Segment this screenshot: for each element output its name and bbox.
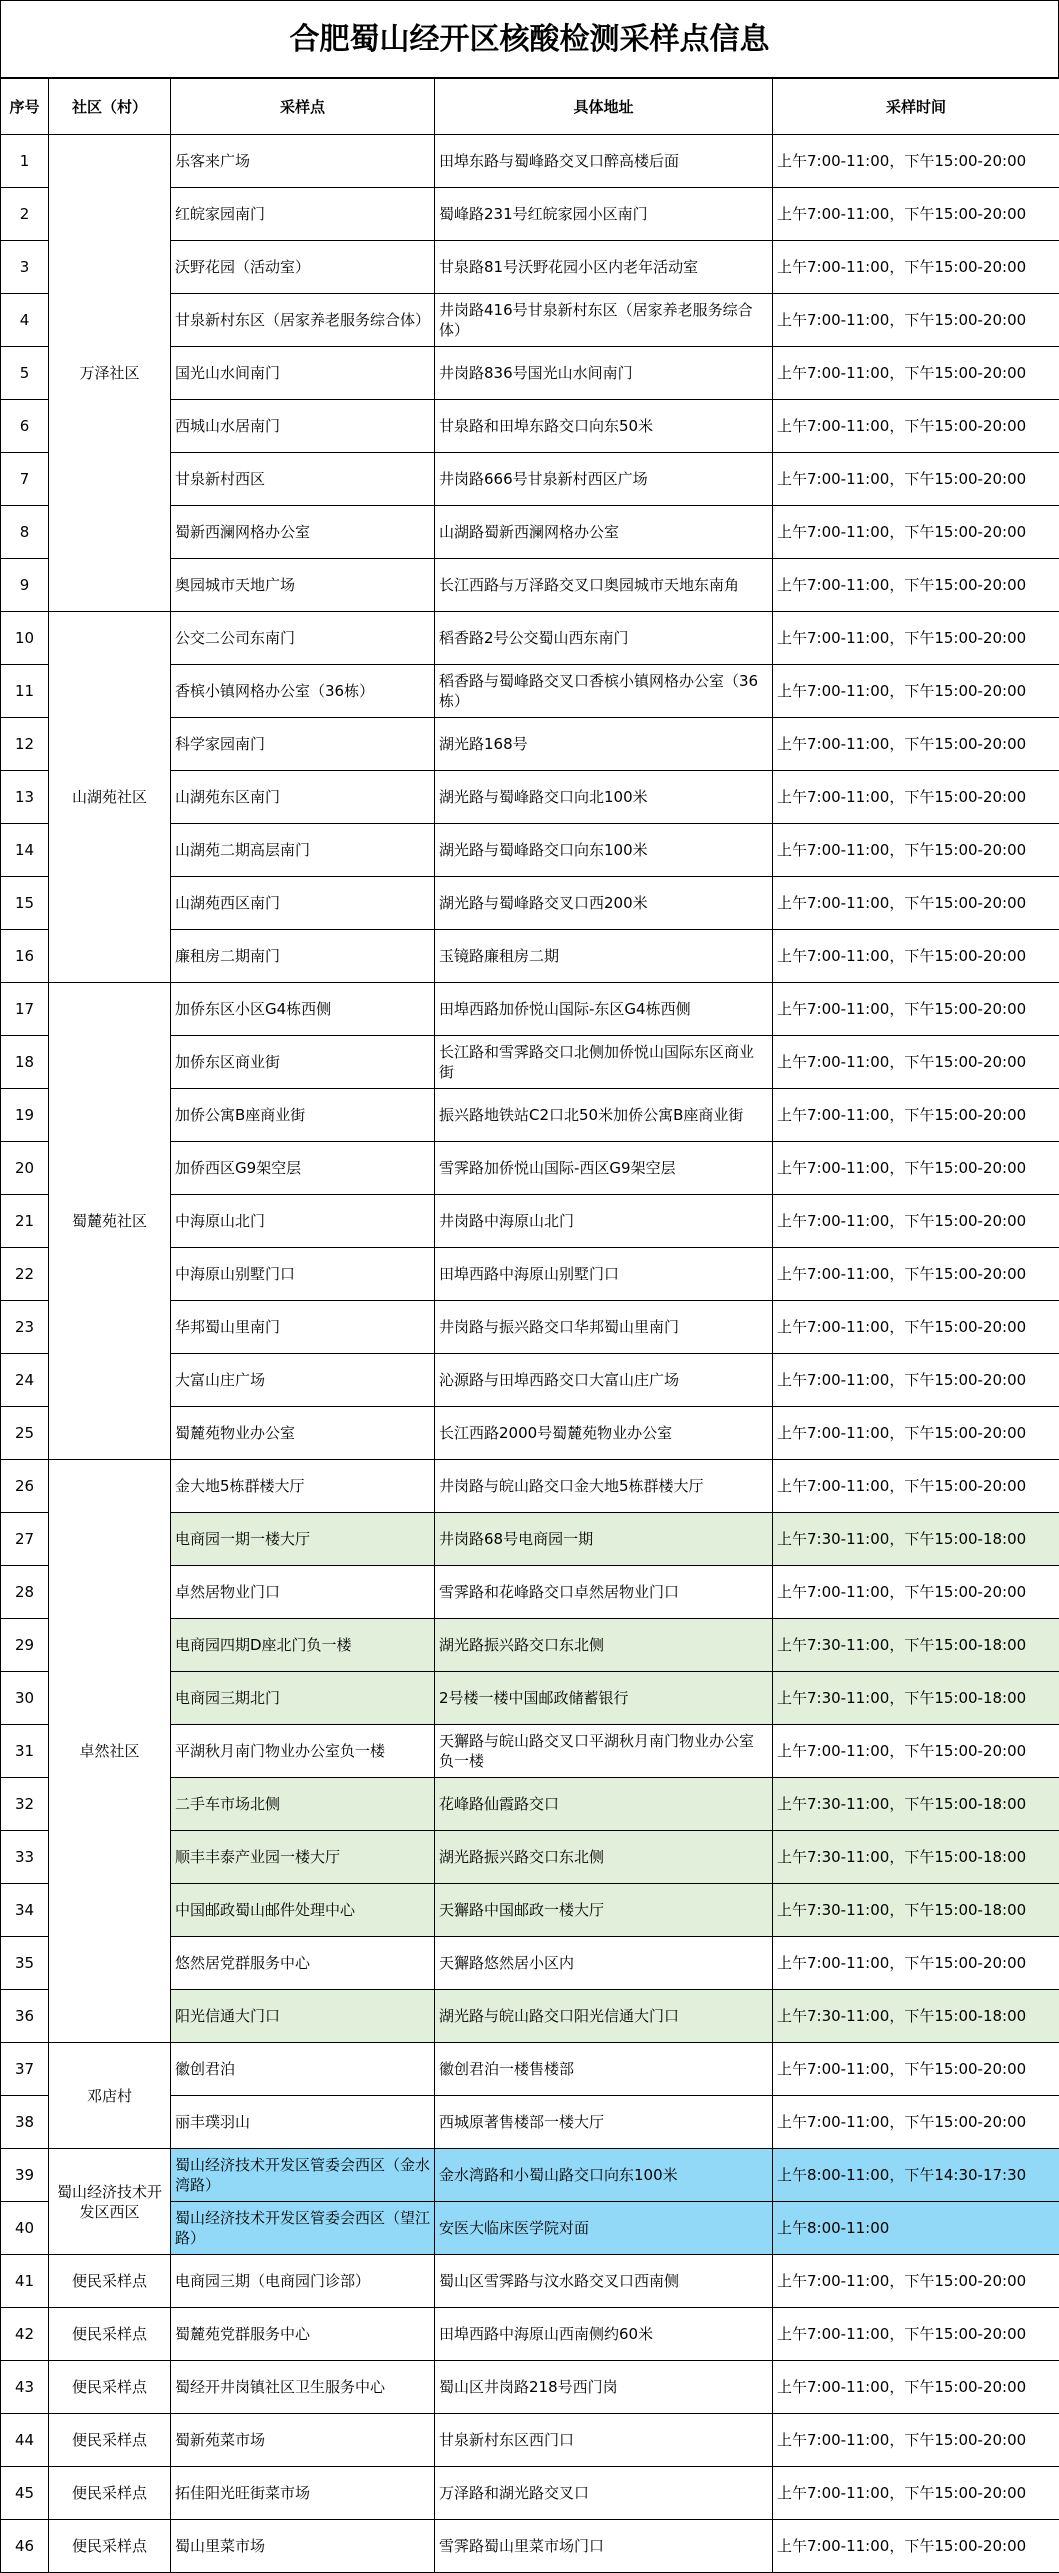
cell-seq[interactable]: 27 <box>1 1513 49 1566</box>
cell-site[interactable]: 电商园一期一楼大厅 <box>171 1513 435 1566</box>
cell-seq[interactable]: 42 <box>1 2308 49 2361</box>
cell-address[interactable]: 甘泉新村东区西门口 <box>435 2414 773 2467</box>
cell-seq[interactable]: 20 <box>1 1142 49 1195</box>
cell-time[interactable]: 上午7:00-11:00，下午15:00-20:00 <box>773 1195 1059 1248</box>
table-body <box>1 135 1059 2573</box>
cell-site[interactable]: 加侨公寓B座商业街 <box>171 1089 435 1142</box>
cell-site[interactable]: 蜀麓苑党群服务中心 <box>171 2308 435 2361</box>
cell-site[interactable]: 蜀新西澜网格办公室 <box>171 506 435 559</box>
cell-site[interactable]: 中国邮政蜀山邮件处理中心 <box>171 1884 435 1937</box>
cell-site[interactable]: 电商园三期（电商园门诊部） <box>171 2255 435 2308</box>
cell-seq[interactable]: 35 <box>1 1937 49 1990</box>
cell-community[interactable]: 山湖苑社区 <box>49 612 171 983</box>
cell-seq[interactable]: 13 <box>1 771 49 824</box>
cell-seq[interactable]: 17 <box>1 983 49 1036</box>
cell-community[interactable]: 便民采样点 <box>49 2361 171 2414</box>
cell-site[interactable]: 蜀麓苑物业办公室 <box>171 1407 435 1460</box>
cell-address[interactable]: 蜀峰路231号红皖家园小区南门 <box>435 188 773 241</box>
cell-time[interactable]: 上午7:30-11:00，下午15:00-18:00 <box>773 1513 1059 1566</box>
cell-seq[interactable]: 46 <box>1 2520 49 2573</box>
cell-address[interactable]: 沁源路与田埠西路交口大富山庄广场 <box>435 1354 773 1407</box>
cell-time[interactable]: 上午7:00-11:00，下午15:00-20:00 <box>773 559 1059 612</box>
cell-address[interactable]: 长江西路2000号蜀麓苑物业办公室 <box>435 1407 773 1460</box>
cell-site[interactable]: 山湖苑西区南门 <box>171 877 435 930</box>
cell-seq[interactable]: 7 <box>1 453 49 506</box>
cell-address[interactable]: 雪霁路蜀山里菜市场门口 <box>435 2520 773 2573</box>
table-row <box>1 2467 1059 2520</box>
sampling-sites-table <box>0 78 1059 2573</box>
cell-site[interactable]: 电商园三期北门 <box>171 1672 435 1725</box>
cell-community[interactable]: 卓然社区 <box>49 1460 171 2043</box>
cell-site[interactable]: 公交二公司东南门 <box>171 612 435 665</box>
cell-site[interactable]: 中海原山北门 <box>171 1195 435 1248</box>
cell-seq[interactable]: 4 <box>1 294 49 347</box>
cell-time[interactable]: 上午7:30-11:00，下午15:00-18:00 <box>773 1778 1059 1831</box>
cell-seq[interactable]: 45 <box>1 2467 49 2520</box>
cell-community[interactable]: 蜀山经济技术开发区西区 <box>49 2149 171 2255</box>
table-row <box>1 612 1059 665</box>
cell-seq[interactable]: 41 <box>1 2255 49 2308</box>
cell-site[interactable]: 中海原山别墅门口 <box>171 1248 435 1301</box>
cell-seq[interactable]: 38 <box>1 2096 49 2149</box>
cell-seq[interactable]: 25 <box>1 1407 49 1460</box>
cell-seq[interactable]: 21 <box>1 1195 49 1248</box>
cell-time[interactable]: 上午7:30-11:00，下午15:00-18:00 <box>773 1884 1059 1937</box>
cell-site[interactable]: 悠然居党群服务中心 <box>171 1937 435 1990</box>
cell-seq[interactable]: 5 <box>1 347 49 400</box>
cell-site[interactable]: 电商园四期D座北门负一楼 <box>171 1619 435 1672</box>
cell-site[interactable]: 西城山水居南门 <box>171 400 435 453</box>
cell-address[interactable]: 花峰路仙霞路交口 <box>435 1778 773 1831</box>
cell-time[interactable]: 上午7:30-11:00，下午15:00-18:00 <box>773 1831 1059 1884</box>
cell-seq[interactable]: 11 <box>1 665 49 718</box>
cell-time[interactable]: 上午7:00-11:00，下午15:00-20:00 <box>773 1407 1059 1460</box>
cell-time[interactable]: 上午8:00-11:00 <box>773 2202 1059 2255</box>
cell-seq[interactable]: 14 <box>1 824 49 877</box>
cell-seq[interactable]: 28 <box>1 1566 49 1619</box>
header-seq[interactable]: 序号 <box>1 79 49 135</box>
table-header-row <box>1 79 1059 135</box>
cell-site[interactable]: 乐客来广场 <box>171 135 435 188</box>
cell-community[interactable]: 万泽社区 <box>49 135 171 612</box>
cell-site[interactable]: 山湖苑二期高层南门 <box>171 824 435 877</box>
cell-address[interactable]: 田埠西路加侨悦山国际-东区G4栋西侧 <box>435 983 773 1036</box>
cell-site[interactable]: 蜀新苑菜市场 <box>171 2414 435 2467</box>
cell-seq[interactable]: 40 <box>1 2202 49 2255</box>
cell-site[interactable]: 香槟小镇网格办公室（36栋） <box>171 665 435 718</box>
cell-time[interactable]: 上午7:00-11:00，下午15:00-20:00 <box>773 2043 1059 2096</box>
cell-time[interactable]: 上午7:00-11:00，下午15:00-20:00 <box>773 2361 1059 2414</box>
cell-site[interactable]: 加侨西区G9架空层 <box>171 1142 435 1195</box>
cell-time[interactable]: 上午7:00-11:00，下午15:00-20:00 <box>773 930 1059 983</box>
cell-address[interactable]: 湖光路168号 <box>435 718 773 771</box>
cell-time[interactable]: 上午7:00-11:00，下午15:00-20:00 <box>773 1460 1059 1513</box>
cell-time[interactable]: 上午7:00-11:00，下午15:00-20:00 <box>773 188 1059 241</box>
cell-address[interactable]: 井岗路68号电商园一期 <box>435 1513 773 1566</box>
cell-seq[interactable]: 2 <box>1 188 49 241</box>
cell-address[interactable]: 甘泉路81号沃野花园小区内老年活动室 <box>435 241 773 294</box>
cell-seq[interactable]: 39 <box>1 2149 49 2202</box>
cell-address[interactable]: 井岗路中海原山北门 <box>435 1195 773 1248</box>
cell-seq[interactable]: 34 <box>1 1884 49 1937</box>
cell-address[interactable]: 湖光路振兴路交口东北侧 <box>435 1831 773 1884</box>
cell-address[interactable]: 玉镜路廉租房二期 <box>435 930 773 983</box>
table-row <box>1 2361 1059 2414</box>
cell-seq[interactable]: 1 <box>1 135 49 188</box>
cell-time[interactable]: 上午7:00-11:00，下午15:00-20:00 <box>773 824 1059 877</box>
cell-seq[interactable]: 44 <box>1 2414 49 2467</box>
cell-seq[interactable]: 12 <box>1 718 49 771</box>
cell-time[interactable]: 上午7:00-11:00，下午15:00-20:00 <box>773 1566 1059 1619</box>
cell-address[interactable]: 田埠西路中海原山西南侧约60米 <box>435 2308 773 2361</box>
cell-address[interactable]: 井岗路666号甘泉新村西区广场 <box>435 453 773 506</box>
cell-site[interactable]: 甘泉新村西区 <box>171 453 435 506</box>
cell-address[interactable]: 湖光路与蜀峰路交口向东100米 <box>435 824 773 877</box>
cell-time[interactable]: 上午7:00-11:00，下午15:00-20:00 <box>773 2467 1059 2520</box>
table-row <box>1 1460 1059 1513</box>
cell-site[interactable]: 沃野花园（活动室） <box>171 241 435 294</box>
cell-seq[interactable]: 18 <box>1 1036 49 1089</box>
cell-site[interactable]: 加侨东区小区G4栋西侧 <box>171 983 435 1036</box>
cell-time[interactable]: 上午7:00-11:00，下午15:00-20:00 <box>773 877 1059 930</box>
cell-address[interactable]: 湖光路与蜀峰路交叉口西200米 <box>435 877 773 930</box>
cell-seq[interactable]: 16 <box>1 930 49 983</box>
cell-address[interactable]: 长江路和雪霁路交口北侧加侨悦山国际东区商业街 <box>435 1036 773 1089</box>
cell-address[interactable]: 田埠西路中海原山别墅门口 <box>435 1248 773 1301</box>
cell-site[interactable]: 平湖秋月南门物业办公室负一楼 <box>171 1725 435 1778</box>
page-title: 合肥蜀山经开区核酸检测采样点信息 <box>0 0 1059 78</box>
cell-seq[interactable]: 6 <box>1 400 49 453</box>
cell-site[interactable]: 蜀山经济技术开发区管委会西区（金水湾路） <box>171 2149 435 2202</box>
cell-site[interactable]: 拓佳阳光旺街菜市场 <box>171 2467 435 2520</box>
cell-address[interactable]: 长江西路与万泽路交叉口奥园城市天地东南角 <box>435 559 773 612</box>
cell-time[interactable]: 上午7:00-11:00，下午15:00-20:00 <box>773 241 1059 294</box>
table-row <box>1 2255 1059 2308</box>
cell-address[interactable]: 天獬路与皖山路交叉口平湖秋月南门物业办公室负一楼 <box>435 1725 773 1778</box>
header-community[interactable]: 社区（村） <box>49 79 171 135</box>
cell-time[interactable]: 上午7:00-11:00，下午15:00-20:00 <box>773 2414 1059 2467</box>
cell-seq[interactable]: 32 <box>1 1778 49 1831</box>
cell-time[interactable]: 上午7:00-11:00，下午15:00-20:00 <box>773 1036 1059 1089</box>
cell-site[interactable]: 山湖苑东区南门 <box>171 771 435 824</box>
cell-seq[interactable]: 23 <box>1 1301 49 1354</box>
cell-address[interactable]: 蜀山区井岗路218号西门岗 <box>435 2361 773 2414</box>
cell-site[interactable]: 徽创君泊 <box>171 2043 435 2096</box>
header-address[interactable]: 具体地址 <box>435 79 773 135</box>
cell-address[interactable]: 金水湾路和小蜀山路交口向东100米 <box>435 2149 773 2202</box>
cell-site[interactable]: 甘泉新村东区（居家养老服务综合体） <box>171 294 435 347</box>
cell-seq[interactable]: 26 <box>1 1460 49 1513</box>
cell-site[interactable]: 科学家园南门 <box>171 718 435 771</box>
cell-seq[interactable]: 15 <box>1 877 49 930</box>
table-row <box>1 2149 1059 2202</box>
cell-seq[interactable]: 22 <box>1 1248 49 1301</box>
cell-time[interactable]: 上午7:00-11:00，下午15:00-20:00 <box>773 612 1059 665</box>
cell-address[interactable]: 雪霁路和花峰路交口卓然居物业门口 <box>435 1566 773 1619</box>
cell-site[interactable]: 华邦蜀山里南门 <box>171 1301 435 1354</box>
cell-address[interactable]: 湖光路振兴路交口东北侧 <box>435 1619 773 1672</box>
cell-time[interactable]: 上午8:00-11:00，下午14:30-17:30 <box>773 2149 1059 2202</box>
cell-time[interactable]: 上午7:00-11:00，下午15:00-20:00 <box>773 1937 1059 1990</box>
table-row <box>1 983 1059 1036</box>
cell-site[interactable]: 奥园城市天地广场 <box>171 559 435 612</box>
cell-time[interactable]: 上午7:00-11:00，下午15:00-20:00 <box>773 718 1059 771</box>
cell-site[interactable]: 国光山水间南门 <box>171 347 435 400</box>
cell-seq[interactable]: 3 <box>1 241 49 294</box>
cell-address[interactable]: 井岗路416号甘泉新村东区（居家养老服务综合体） <box>435 294 773 347</box>
cell-site[interactable]: 蜀山经济技术开发区管委会西区（望江路） <box>171 2202 435 2255</box>
cell-seq[interactable]: 37 <box>1 2043 49 2096</box>
cell-seq[interactable]: 29 <box>1 1619 49 1672</box>
cell-time[interactable]: 上午7:00-11:00，下午15:00-20:00 <box>773 2255 1059 2308</box>
cell-address[interactable]: 湖光路与皖山路交口阳光信通大门口 <box>435 1990 773 2043</box>
cell-site[interactable]: 卓然居物业门口 <box>171 1566 435 1619</box>
cell-address[interactable]: 2号楼一楼中国邮政储蓄银行 <box>435 1672 773 1725</box>
cell-time[interactable]: 上午7:00-11:00，下午15:00-20:00 <box>773 506 1059 559</box>
cell-address[interactable]: 井岗路与皖山路交口金大地5栋群楼大厅 <box>435 1460 773 1513</box>
cell-address[interactable]: 安医大临床医学院对面 <box>435 2202 773 2255</box>
cell-seq[interactable]: 24 <box>1 1354 49 1407</box>
cell-community[interactable]: 邓店村 <box>49 2043 171 2149</box>
cell-site[interactable]: 丽丰璞羽山 <box>171 2096 435 2149</box>
cell-time[interactable]: 上午7:00-11:00，下午15:00-20:00 <box>773 2520 1059 2573</box>
cell-community[interactable]: 便民采样点 <box>49 2255 171 2308</box>
cell-time[interactable]: 上午7:00-11:00，下午15:00-20:00 <box>773 294 1059 347</box>
cell-seq[interactable]: 43 <box>1 2361 49 2414</box>
cell-time[interactable]: 上午7:00-11:00，下午15:00-20:00 <box>773 1725 1059 1778</box>
cell-seq[interactable]: 31 <box>1 1725 49 1778</box>
cell-site[interactable]: 红皖家园南门 <box>171 188 435 241</box>
cell-site[interactable]: 蜀山里菜市场 <box>171 2520 435 2573</box>
cell-address[interactable]: 振兴路地铁站C2口北50米加侨公寓B座商业街 <box>435 1089 773 1142</box>
cell-community[interactable]: 便民采样点 <box>49 2520 171 2573</box>
cell-address[interactable]: 徽创君泊一楼售楼部 <box>435 2043 773 2096</box>
header-site[interactable]: 采样点 <box>171 79 435 135</box>
cell-seq[interactable]: 19 <box>1 1089 49 1142</box>
cell-seq[interactable]: 10 <box>1 612 49 665</box>
cell-address[interactable]: 甘泉路和田埠东路交口向东50米 <box>435 400 773 453</box>
table-row <box>1 2520 1059 2573</box>
cell-address[interactable]: 天獬路悠然居小区内 <box>435 1937 773 1990</box>
cell-time[interactable]: 上午7:00-11:00，下午15:00-20:00 <box>773 665 1059 718</box>
cell-seq[interactable]: 33 <box>1 1831 49 1884</box>
cell-time[interactable]: 上午7:00-11:00，下午15:00-20:00 <box>773 1089 1059 1142</box>
cell-address[interactable]: 田埠东路与蜀峰路交叉口醉高楼后面 <box>435 135 773 188</box>
cell-address[interactable]: 天獬路中国邮政一楼大厅 <box>435 1884 773 1937</box>
cell-time[interactable]: 上午7:00-11:00，下午15:00-20:00 <box>773 1354 1059 1407</box>
header-time[interactable]: 采样时间 <box>773 79 1059 135</box>
cell-time[interactable]: 上午7:00-11:00，下午15:00-20:00 <box>773 400 1059 453</box>
cell-site[interactable]: 大富山庄广场 <box>171 1354 435 1407</box>
cell-site[interactable]: 加侨东区商业街 <box>171 1036 435 1089</box>
cell-site[interactable]: 阳光信通大门口 <box>171 1990 435 2043</box>
cell-time[interactable]: 上午7:00-11:00，下午15:00-20:00 <box>773 135 1059 188</box>
cell-community[interactable]: 便民采样点 <box>49 2467 171 2520</box>
cell-time[interactable]: 上午7:30-11:00，下午15:00-18:00 <box>773 1672 1059 1725</box>
table-row <box>1 2043 1059 2096</box>
cell-time[interactable]: 上午7:30-11:00，下午15:00-18:00 <box>773 1990 1059 2043</box>
cell-time[interactable]: 上午7:00-11:00，下午15:00-20:00 <box>773 2308 1059 2361</box>
cell-site[interactable]: 金大地5栋群楼大厅 <box>171 1460 435 1513</box>
cell-community[interactable]: 蜀麓苑社区 <box>49 983 171 1460</box>
cell-time[interactable]: 上午7:00-11:00，下午15:00-20:00 <box>773 771 1059 824</box>
cell-time[interactable]: 上午7:00-11:00，下午15:00-20:00 <box>773 1248 1059 1301</box>
cell-address[interactable]: 万泽路和湖光路交叉口 <box>435 2467 773 2520</box>
cell-time[interactable]: 上午7:00-11:00，下午15:00-20:00 <box>773 1142 1059 1195</box>
cell-seq[interactable]: 30 <box>1 1672 49 1725</box>
cell-site[interactable]: 顺丰丰泰产业园一楼大厅 <box>171 1831 435 1884</box>
cell-seq[interactable]: 9 <box>1 559 49 612</box>
table-row <box>1 135 1059 188</box>
cell-address[interactable]: 西城原著售楼部一楼大厅 <box>435 2096 773 2149</box>
cell-community[interactable]: 便民采样点 <box>49 2308 171 2361</box>
cell-site[interactable]: 廉租房二期南门 <box>171 930 435 983</box>
cell-seq[interactable]: 8 <box>1 506 49 559</box>
cell-address[interactable]: 稻香路与蜀峰路交叉口香槟小镇网格办公室（36栋） <box>435 665 773 718</box>
cell-site[interactable]: 蜀经开井岗镇社区卫生服务中心 <box>171 2361 435 2414</box>
cell-address[interactable]: 雪霁路加侨悦山国际-西区G9架空层 <box>435 1142 773 1195</box>
cell-address[interactable]: 井岗路与振兴路交口华邦蜀山里南门 <box>435 1301 773 1354</box>
cell-address[interactable]: 井岗路836号国光山水间南门 <box>435 347 773 400</box>
cell-time[interactable]: 上午7:00-11:00，下午15:00-20:00 <box>773 347 1059 400</box>
cell-time[interactable]: 上午7:30-11:00，下午15:00-18:00 <box>773 1619 1059 1672</box>
table-row <box>1 2414 1059 2467</box>
cell-time[interactable]: 上午7:00-11:00，下午15:00-20:00 <box>773 2096 1059 2149</box>
cell-site[interactable]: 二手车市场北侧 <box>171 1778 435 1831</box>
cell-seq[interactable]: 36 <box>1 1990 49 2043</box>
cell-address[interactable]: 湖光路与蜀峰路交口向北100米 <box>435 771 773 824</box>
cell-address[interactable]: 山湖路蜀新西澜网格办公室 <box>435 506 773 559</box>
cell-address[interactable]: 稻香路2号公交蜀山西东南门 <box>435 612 773 665</box>
cell-time[interactable]: 上午7:00-11:00，下午15:00-20:00 <box>773 983 1059 1036</box>
cell-time[interactable]: 上午7:00-11:00，下午15:00-20:00 <box>773 453 1059 506</box>
table-row <box>1 2308 1059 2361</box>
cell-address[interactable]: 蜀山区雪霁路与汶水路交叉口西南侧 <box>435 2255 773 2308</box>
cell-time[interactable]: 上午7:00-11:00，下午15:00-20:00 <box>773 1301 1059 1354</box>
cell-community[interactable]: 便民采样点 <box>49 2414 171 2467</box>
